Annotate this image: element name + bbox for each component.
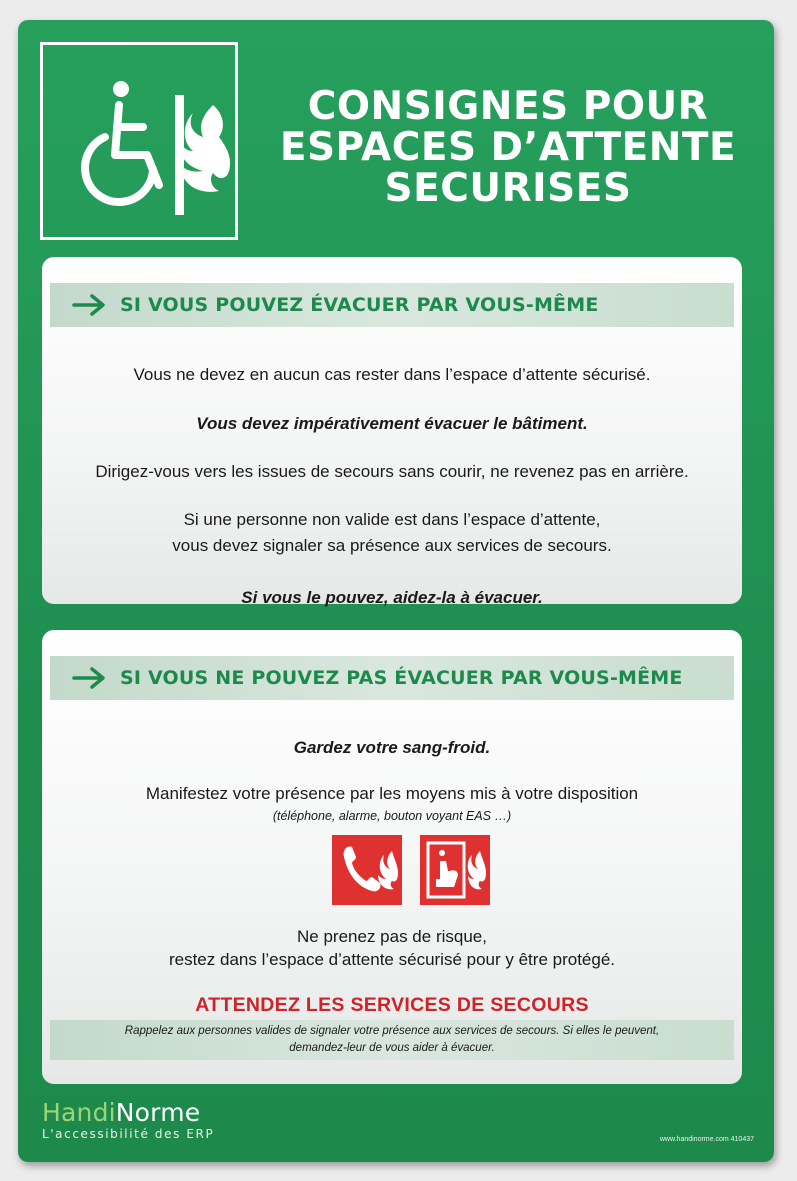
brand-url: www.handinorme.com 410437 xyxy=(659,1136,754,1143)
instruction-text: Ne prenez pas de risque, xyxy=(297,927,487,946)
section-heading: SI VOUS NE POUVEZ PAS ÉVACUER PAR VOUS-MÊME xyxy=(120,667,683,689)
accessibility-pictogram xyxy=(40,42,238,240)
instruction-text: Vous ne devez en aucun cas rester dans l’espace d’attente sécurisé. xyxy=(133,365,651,384)
brand-logo xyxy=(42,1098,214,1141)
title-line-3: SECURISES xyxy=(384,166,632,211)
arrow-right-icon xyxy=(72,666,108,690)
brand-name: HandiNorme xyxy=(42,1098,201,1127)
section-can-evacuate xyxy=(42,257,742,607)
instruction-text: Si une personne non valide est dans l’espace d’attente, xyxy=(183,510,601,529)
fire-phone-icon xyxy=(332,835,402,905)
instruction-subtext: (téléphone, alarme, bouton voyant EAS …) xyxy=(272,809,512,823)
section-heading: SI VOUS POUVEZ ÉVACUER PAR VOUS-MÊME xyxy=(120,294,599,316)
instruction-text: restez dans l’espace d’attente sécurisé pour y être protégé. xyxy=(168,950,616,969)
wheelchair-fire-pictogram xyxy=(43,45,235,237)
reminder-line-2: demandez-leur de vous aider à évacuer. xyxy=(289,1042,495,1054)
wheelchair-icon xyxy=(85,81,159,202)
reminder-note xyxy=(50,1020,734,1060)
section-heading-banner xyxy=(50,283,734,327)
title-line-1: CONSIGNES POUR xyxy=(307,84,709,129)
alert-icons xyxy=(332,835,492,907)
instruction-text: vous devez signaler sa présence aux services de secours. xyxy=(172,536,612,555)
brand-tagline: L'accessibilité des ERP xyxy=(42,1127,215,1141)
instruction-text: Dirigez-vous vers les issues de secours sans courir, ne revenez pas en arrière. xyxy=(95,462,689,481)
reminder-line-1: Rappelez aux personnes valides de signaler votre présence aux services de secours. Si elles le peuvent, xyxy=(124,1025,660,1037)
fire-icon xyxy=(179,105,230,192)
section-heading-banner xyxy=(50,656,734,700)
instruction-emphasis: Gardez votre sang-froid. xyxy=(293,738,491,757)
instruction-emphasis: Vous devez impérativement évacuer le bâtiment. xyxy=(196,414,588,433)
instruction-text: Manifestez votre présence par les moyens mis à votre disposition xyxy=(145,784,639,803)
sign-title xyxy=(258,86,758,209)
alert-heading: ATTENDEZ LES SERVICES DE SECOURS xyxy=(195,994,589,1016)
arrow-right-icon xyxy=(72,293,108,317)
section-cannot-evacuate xyxy=(42,630,742,1084)
safety-sign xyxy=(18,20,774,1162)
title-line-2: ESPACES D’ATTENTE xyxy=(279,125,737,170)
instruction-emphasis: Si vous le pouvez, aidez-la à évacuer. xyxy=(241,588,543,607)
fire-alarm-button-icon xyxy=(420,835,490,905)
